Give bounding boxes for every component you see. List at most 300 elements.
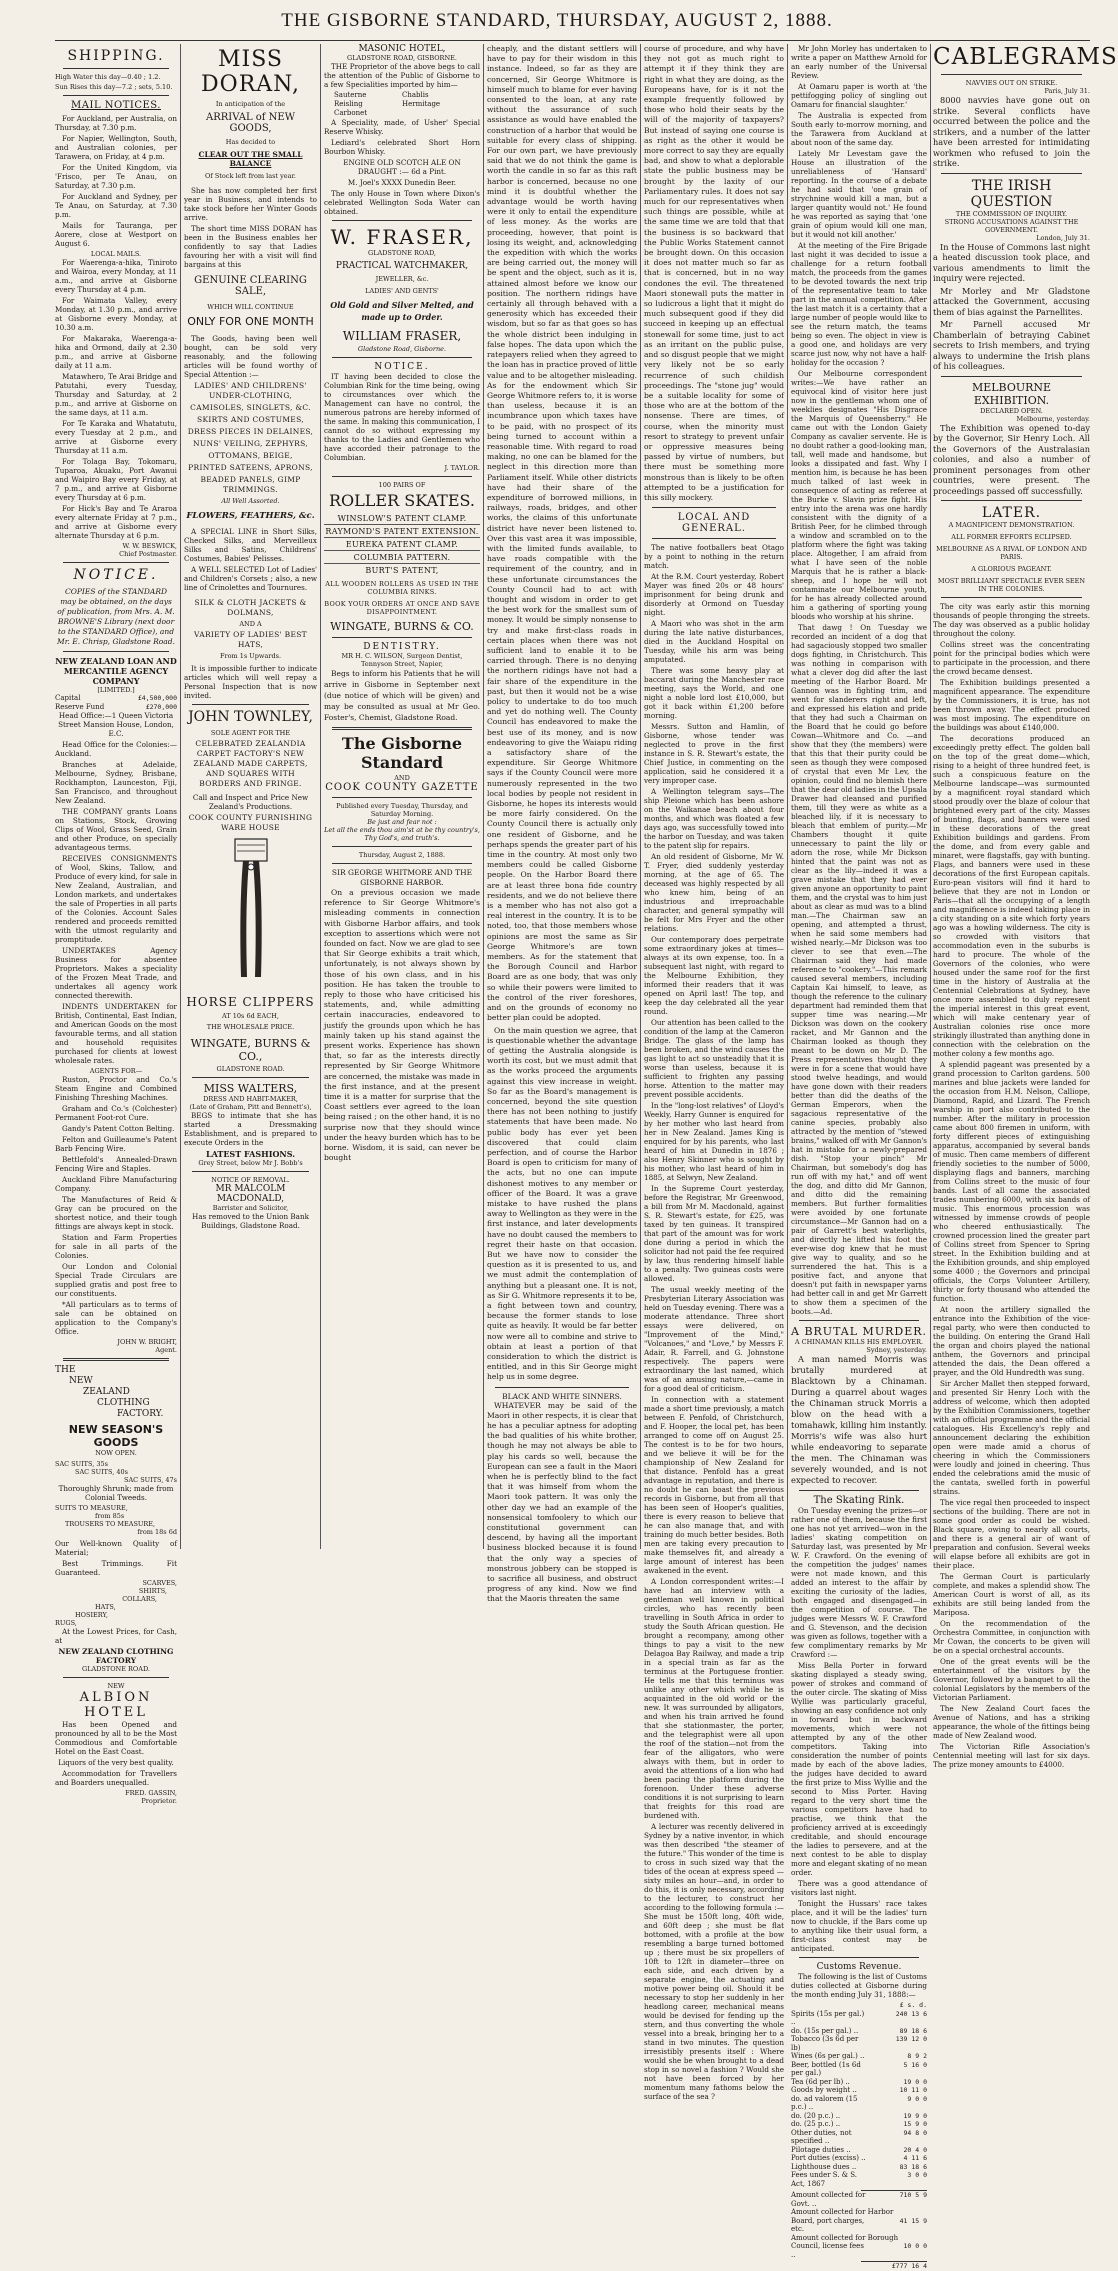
- customs-total: £777 16 4: [891, 2262, 927, 2270]
- customs-row: [791, 2086, 927, 2095]
- capital-row: Capital £4,500,000: [55, 694, 177, 702]
- from-18: from 18s 6d: [137, 1528, 177, 1536]
- trousers: TROUSERS TO MEASURE,: [65, 1520, 156, 1528]
- murder-head: A BRUTAL MURDER.: [791, 1325, 928, 1338]
- customs-row-name: Fees under S. & S. Act, 1867: [791, 2171, 858, 2188]
- albion-para: Has been Opened and pronounced by all to be the Most Commodious and Comfortable Hotel on the East Coast.: [55, 1720, 177, 1756]
- doran-para2: The short time MISS DORAN has been in the Business enables her confidently to say that Ladies favouring her with a visit will find bargains at this: [184, 224, 317, 269]
- ladies-gents: LADIES' AND GENTS': [365, 287, 439, 295]
- horse-clipper-illustration: [184, 837, 317, 991]
- item-line: COLLARS,: [122, 1595, 157, 1603]
- local-para: A Maori who was shot in the arm during the late native disturbances, died in the Auckland Hospital on Tuesday, while his arm was being amputated.: [644, 619, 784, 665]
- wingate-addr: GLADSTONE ROAD.: [216, 1065, 285, 1073]
- customs-row-name: Beer, bottled (1s 6d per gal.): [791, 2060, 861, 2077]
- customs-row: [791, 2112, 927, 2121]
- amount-harbor: Board, port charges, etc. 41 15 9: [791, 2216, 927, 2233]
- local-mail-item: For Makaraka, Waerenga-a-hika and Ormond, daily at 2.30 p.m., and arrive at Gisborne daily at 11 a.m.: [55, 334, 177, 370]
- masthead: [0, 0, 1114, 40]
- irish-head: THE IRISH QUESTION: [970, 177, 1053, 210]
- melb-dateline: Melbourne, yesterday.: [1016, 414, 1090, 423]
- nzloan-para: THE COMPANY grants Loans on Stations, Stock, Growing Clips of Wool, Grass Seed, Grain and other Produce, on specially advantageous terms.: [55, 807, 177, 852]
- notice-line: COPIES of the STANDARD: [64, 587, 168, 596]
- melb-story-para: The city was early astir this morning thousands of people thronging the streets. The day was observed as a public holiday throughout the colony.: [933, 602, 1090, 638]
- local-mail-item: Matawhero, Te Arai Bridge and Patutahi, every Tuesday, Thursday and Saturday, at 2 p.m., and arrive at Gisborne on the same days, at 11 a.m.: [55, 372, 177, 417]
- notice: NOTICE.: [374, 362, 430, 372]
- townley: JOHN TOWNLEY,: [188, 709, 313, 725]
- murder-sub: A CHINAMAN KILLS HIS EMPLOYER.: [794, 1338, 924, 1346]
- agents-para: Bettlefold's Annealed-Drawn Fencing Wire and Staples.: [55, 1155, 177, 1173]
- local-para: In the Supreme Court yesterday, before the Registrar, Mr Greenwood, a bill from Mr M. Macdonald, against S. R. Stewart's estate, for £25, was taxed by ten guineas. It transpired that part of the amount was for work done during a period in which the solicitor had not paid the fee required by law, thus rendering himself liable to a penalty. Two guineas costs were allowed.: [644, 1184, 784, 1284]
- barrister: Barrister and Solicitor,: [212, 1204, 289, 1212]
- customs-row: [791, 2027, 927, 2036]
- skate-item: RAYMOND'S PATENT EXTENSION.: [325, 527, 479, 536]
- colonies-office: Head Office for the Colonies:—Auckland.: [55, 740, 177, 758]
- only-house: The only House in Town where Dixon's celebrated Wellington Soda Water can obtained.: [324, 189, 480, 216]
- skating-para: There was a good attendance of visitors last night.: [791, 1879, 927, 1897]
- item-line: HOSIERY,: [75, 1611, 108, 1619]
- doran-anticip: In anticipation of the: [215, 100, 286, 108]
- local-mail-item: For Te Karaka and Whatatutu, every Tuesday at 2 p.m., and arrive at Gisborne every Thursday at 11 a.m.: [55, 419, 177, 455]
- agent-name: JOHN W. BRIGHT,: [117, 1338, 177, 1346]
- rival: MELBOURNE AS A RIVAL OF LONDON AND PARIS.: [936, 545, 1087, 561]
- notice-line: BROWNE'S Library (next door: [57, 617, 175, 626]
- cablegrams-title: CABLEGRAMS: [933, 44, 1118, 70]
- notice-title: NOTICE.: [73, 567, 159, 583]
- horse-clippers: HORSE CLIPPERS: [186, 995, 315, 1009]
- mail-item: For Auckland, per Australia, on Thursday, at 7.30 p.m.: [55, 114, 177, 132]
- customs-cols: £ s. d.: [899, 2001, 927, 2009]
- customs-row-name: Other duties, not specified ..: [791, 2128, 852, 2145]
- local-head: LOCAL AND GENERAL.: [677, 512, 751, 535]
- quality: Our Well-known Quality of Material;: [55, 1539, 177, 1557]
- local-para: In the "long-lost relatives" of Lloyd's Weekly, Harry Gunner is enquired for by her mother who last heard from her in New Zealand. James King is enquired for by his parents, who last heard of him at Dunedin in 1876 ; also Henry Skinner who is sought by his mother, who last heard of him in 1885, at Selwyn, New Zealand.: [644, 1101, 784, 1183]
- published: Published every Tuesday, Thursday, and Saturday Morning.: [336, 802, 468, 818]
- news-para: At the meeting of the Fire Brigade last night it was decided to issue a challenge for a return football match, the proceeds from the games to be devoted towards the next trip of the representative team to take part in the annual competition. After the last match it is a certainty that a large number of people would like to see the return match, the teams being so even. The object in view is a good one, and holidays are very scarce just now, why not have a half-holiday for the occasion ?: [791, 241, 927, 367]
- customs-row-name: Spirits (15s per gal.) ..: [791, 2009, 865, 2026]
- customs-row-name: Tobacco (3s 6d per lb): [791, 2035, 859, 2052]
- customs-row-value: 3 0 0: [907, 2171, 927, 2179]
- of-stock: Of Stock left from last year.: [205, 172, 296, 180]
- walters-addr: Grey Street, below Mr J. Bobb's: [198, 1159, 303, 1167]
- local-para: Our attention has been called to the condition of the lamp at the Cameron Bridge. The glass of the lamp has been broken, and the wind causes the gas light to act so unsteadily that it is worse than useless, because it is sufficient to frighten any passing horse. Attention to the matter may prevent possible accidents.: [644, 1018, 784, 1100]
- customs-row-name: do. ad valorem (15 p.c.) ..: [791, 2094, 858, 2111]
- melb-para: The Exhibition was opened to-day by the Governor, Sir Henry Loch. All the Governors of the Australasian colonies, and also a number of prominent personages from other countries, were present. The proceedings passed off successfully.: [933, 422, 1090, 496]
- postmaster-name: W. W. BESWICK,: [122, 542, 177, 550]
- engine: ENGINE OLD SCOTCH ALE ON DRAUGHT :— 6d a Pint.: [343, 158, 461, 176]
- sac-line: SAC SUITS, 35s: [55, 1460, 108, 1468]
- melb-story-para: The vice regal then proceeded to inspect sections of the building. There are not in some good order as could be wished. Black square, owing to nearly all courts, and there is a general air of want of preparation and confusion. Several weeks will elapse before all exhibits are got in their place.: [933, 1498, 1090, 1570]
- agents-para: *All particulars as to terms of sale can be obtained on application to the Company's Office.: [55, 1300, 177, 1336]
- nzloan-title: NEW ZEALAND LOAN AND MERCANTILE AGENCY COMPANY: [55, 656, 177, 686]
- fraser-sign-addr: Gladstone Road, Gisborne.: [357, 345, 447, 353]
- mail-list: [55, 114, 177, 248]
- skate-item: BURT'S PATENT,: [365, 566, 439, 575]
- bw-cont: course of procedure, and why have they not got as much right to attempt it if they think they are right in what they are doing, as the Europeans have, for is it not the example frequently followed by those who hold their seats by the will of the majority of taxpayers? But instead of saying one course is as right as the other it would be more correct to say they are equally bad, and show to what a deplorable state the public business may be brought by the laxity of our Parliamentary rules. It does not say much for our representatives when such things are possible, while at the same time we are told that that the business is so backward that the Public Works Statement cannot be brought down. On this occasion it does not matter much so far as that is concerned, but in no way condones the evil. The threatened Maori stonewall puts the matter in so ludicrous a light that it might do much subsequent good if they did succeed in keeping up an effectual stonewall for some time, just to act as an irritant on the public pulse, and so disgust people that we might very likely not be so early recurrence of such childish proceedings. The "stone jug" would be a suitable locality for some of those who are at the bottom of the nonsense. There are times, of course, when the minority must resort to strategy to prevent unfair or oppressive measures being passed by virtue of numbers, but there must be something more monstrous than is likely to be often attempted to be a justification for this silly mockery.: [644, 44, 784, 502]
- customs-row: [791, 2035, 927, 2052]
- nzcf-addr: GLADSTONE ROAD.: [82, 1665, 150, 1673]
- genuine-sale: GENUINE CLEARING SALE,: [194, 275, 307, 297]
- local-mail-item: For Waerenga-a-hika, Tiniroto and Wairoa, every Monday, at 11 a.m., and arrive at Gisborne every Thursday at 4 p.m.: [55, 258, 177, 294]
- news-para: Our Melbourne correspondent writes:—We have rather an equivocal kind of visitor here just now in the gentleman whom one of weeklies designates "His Disgrace the Marquis of Queensberry." He came out with the London Gaiety Company as cavalier servente. He is no doubt rather a good-looking man, tall, well made and handsome, but looks a dissipated and fast. Why I mention him, is because he has been much talked of last week in consequence of acting as referee at the Burke v. Slavin prize fight. His entry into the arena was one hardly consistent with the dignity of a British Peer, for he climbed through a window and scrambled on to the platform where the fight was taking place. Altogether, I am afraid from what I have seen of the noble Marquis that he is rather a black-sheep, and I hope he will not contaminate our Melbourne youth, for he has already collected around him a gathering of sporting young bloods who worship at his shrine.: [791, 369, 927, 621]
- navvies-dateline: Paris, July 31.: [1044, 87, 1090, 95]
- wingate2: WINGATE, BURNS & CO.: [330, 620, 474, 633]
- sole-agent: SOLE AGENT FOR THE: [210, 729, 291, 737]
- local-para: Our contemporary does perpetrate some extraordinary jokes at times—always at its own expense, too. In a subsequent last night, with regard to the Melbourne Exhibition, they informed their readers that it was opened on April last! The top, and keep the day celebrated all the year round.: [644, 935, 784, 1017]
- customs-row-value: 89 18 6: [899, 2026, 927, 2035]
- masthead-title: THE GISBORNE STANDARD, THURSDAY, AUGUST 2, 1888.: [281, 10, 833, 31]
- agents-para: Graham and Co.'s (Colchester) Permanent Foot-rot Cure.: [55, 1104, 177, 1122]
- agents-para: Ruston, Proctor and Co.'s Steam Engine and Combined Finishing Threshing Machines.: [55, 1075, 177, 1102]
- column-2: [184, 44, 317, 1549]
- notice-line: to the STANDARD Office), and: [57, 627, 175, 636]
- mail-item: For the United Kingdom, via 'Frisco, per Te Anau, on Saturday, at 7.30 p.m.: [55, 163, 177, 190]
- old-gold: Old Gold and Silver Melted, and made up to Order.: [330, 300, 474, 322]
- column-rule: [787, 44, 788, 1549]
- walters-sub: DRESS AND HABIT-MAKER,: [203, 1095, 298, 1103]
- silk-cloth: SILK & CLOTH JACKETS & DOLMANS,: [194, 598, 307, 617]
- navvies-para: 8000 navvies have gone out on strike. Several conflicts have occurred between the police and the strikers, and a number of the latter have been arrested for intimidating workmen who refused to join the strike.: [933, 95, 1090, 168]
- customs-row-value: 15 9 0: [903, 2120, 927, 2128]
- notice-line: Mr. E. Chrisp, Gladstone Road.: [57, 637, 175, 646]
- later-sub: A MAGNIFICENT DEMONSTRATION.: [948, 521, 1075, 529]
- sac-line: SAC SUITS, 40s: [75, 1468, 128, 1476]
- customs-row-value: 19 9 0: [903, 2111, 927, 2120]
- albion-para: Liquors of the very best quality.: [58, 1758, 174, 1767]
- melb-story-para: The German Court is particularly complete, and makes a splendid show. The American Court is worst of all, as its exhibits are still being landed from the Mariposa.: [933, 1572, 1090, 1617]
- customs-head: Customs Revenue.: [816, 1962, 902, 1972]
- agent-title: Agent.: [155, 1346, 177, 1354]
- wine-item: Reisling: [334, 100, 363, 108]
- column-rule: [930, 44, 931, 1549]
- customs-row-name: Goods by weight ..: [791, 2086, 857, 2094]
- melb-story-para: The New Zealand Court faces the Avenue of Nations, and has a striking appearance, the whole of the fittings being made of New Zealand wood.: [933, 1704, 1091, 1740]
- date-line: Thursday, August 2, 1888.: [358, 851, 446, 859]
- motto2: Let all the ends thou aim'st at be thy country's, Thy God's, and truth's.: [324, 826, 480, 842]
- nzcf-line: NEW: [69, 1376, 93, 1386]
- doran-list: [184, 381, 317, 495]
- news-para: At Oamaru paper is worth at 'the pettifogging policy of singling out Oamaru for financial slaughter.': [791, 82, 927, 109]
- column-5: [644, 44, 784, 2102]
- horse-clipper-icon: [221, 837, 281, 987]
- skating-head: The Skating Rink.: [813, 1495, 905, 1506]
- tennyson: Tennyson Street, Napier,: [361, 660, 443, 668]
- albion-title: ALBION HOTEL: [79, 1690, 153, 1720]
- customs-row-value: 20 4 0: [903, 2145, 927, 2154]
- customs-row: [791, 2171, 927, 2188]
- albion-prop-title: Proprietor.: [141, 1797, 177, 1805]
- editorial-head: SIR GEORGE WHITMORE AND THE GISBORNE HARBOR.: [331, 868, 473, 887]
- local-mail-list: [55, 258, 177, 540]
- roller: ROLLER SKATES.: [329, 491, 475, 510]
- walters-late: (Late of Graham, Pitt and Bennett's),: [189, 1103, 312, 1111]
- nzcf-name: NEW ZEALAND CLOTHING FACTORY: [58, 1647, 174, 1665]
- pairs: 100 PAIRS OF: [378, 481, 426, 489]
- melb-story-para: A splendid pageant was presented by a grand procession to Carlton gardens. 500 marines and blue jackets were landed for the occasion from H.M. Nelson, Calliope, Diamond, Rapid, and Lizard. The French warship in port also contributed to the number. After the military in procession came about 800 firemen in uniform, with forty different pieces of extinguishing apparatus, accompanied by several bands of music. Then came members of different friendly societies to the number of 5000, displaying flags and banners, marching from Collins street to the music of four bands. Last of all came the associated trades numbering 6000, with six bands of music. This enormous procession was witnessed by immense crowds of people who cheered enthusiastically. The crowned procession lined the greater part of Collins street from Spencer to Spring street. In the Exhibition building and at the Exhibition grounds, and ship employed some 4000 ; the Governors and principal officials, the Corps Volunteer Artillery, thirty or forty thousand who attended the function.: [933, 1060, 1090, 1303]
- shipping-title: SHIPPING.: [67, 48, 165, 64]
- now-open: NOW OPEN.: [95, 1449, 137, 1457]
- notice-line: of publication, from Mrs. A. M.: [57, 607, 175, 616]
- local-para: The native footballers beat Otago by a point to nothing in the return match.: [644, 543, 784, 571]
- jeweller: JEWELLER, &c.: [375, 275, 429, 283]
- irish-sub: THE COMMISSION OF INQUIRY.: [955, 209, 1068, 218]
- customs-row-name: Pilotage duties ..: [791, 2145, 851, 2154]
- customs-row-name: do. (15s per gal.) ..: [791, 2026, 859, 2035]
- macdonald: MR MALCOLM MACDONALD,: [215, 1184, 286, 1204]
- customs-row-name: do. (25 p.c.) ..: [791, 2120, 841, 2128]
- from-upwards: From 1s Upwards.: [219, 652, 282, 660]
- customs-row-name: do. (20 p.c.) ..: [791, 2111, 841, 2120]
- murder-dateline: Sydney, yesterday.: [866, 1346, 927, 1354]
- head-office: Head Office:—1 Queen Victoria Street Mansion House, London, E.C.: [58, 711, 174, 738]
- amount-harbor-label: Amount collected for Harbor: [791, 2208, 894, 2216]
- local-para: Messrs. Sutton and Hamlin, of Gisborne, whose tender was neglected to prove in the first instance in S. R. Stewart's estate, the Chief Justice, in commenting on the application, said he considered it a very improper case.: [644, 722, 784, 786]
- customs-row-value: 5 16 0: [903, 2060, 927, 2069]
- customs-row-name: Wines (6s per gal.) ..: [791, 2052, 865, 2060]
- new-season: NEW SEASON'S GOODS: [68, 1423, 164, 1449]
- spectacle: MOST BRILLIANT SPECTACLE EVER SEEN IN THE COLONIES.: [937, 577, 1086, 593]
- agents-para: Auckland Fibre Manufacturing Company.: [55, 1175, 177, 1193]
- practical: PRACTICAL WATCHMAKER,: [335, 261, 469, 271]
- customs-row-value: 83 18 6: [899, 2162, 927, 2171]
- customs-row-value: 240 13 6: [895, 2009, 927, 2018]
- news-para: That dawg ! On Tuesday we recorded an incident of a dog that had sagaciously stopped two smaller dogs fighting, in Christchurch. This was nothing in comparison with what a clever dog did after the last meeting of the Harbor Board. Mr Gannon was in fighting trim, and went for slanderers right and left, and expressed his elation and pride that they had such a Chairman on the Board that he could go before Cowan—Whitmore and Co. —and show that they (the members) were that this that their purity could be seen as though they were composed of crystal that even Mr Lev, the opinion, could find no blemish there that the dear old ladies in the Upsala Drawer had cleansed and purified them, till they were as white as a bleached lily, if it is necessary to bleach that emblem of purity.—Mr Chambers thought it quite unnecessary to paint the lily or adorn the rose, while Mr Dickson hinted that the paint was not as clear as the lily—indeed it was a grave mistake that they had ever given anyone an opportunity to paint them, and the crystal was to him just about as clear as mud was to a blind man.—The Chairman saw an opening, and attempted a thrust, when he said some members had wished nearly.—Mr Dickson was too clever to see that even.—The Chairman said they had made reference to "cookery."—This remark caused several members, including Captain Kai himself, to leave, as though the reference to the culinary department had reminded them that supper time was nearing.—Mr Dickson was down on the cookery racket, and Mr Gannon and the Chairman looked as though they meant to be down on Mr D. The Press representatives thought they were in for a scene that would have stood twelve headings, and would have gone down with their readers better than did the deaths of the German Emperors, when the sagacious representative of the canine species, probably also attracted by the mention of "stewed brains," walked off with Mr Gannon's hat in mistake for a newly-prepared dish. "Stop your pinch" Mr Chairman, but somebody's dog has run off with my hat," and off went the dog, and ditto did Mr Gannon, and ditto did the remaining members. But further formalities were avoided by one fortunate circumstance—Mr Gannon had on a pair of Garrett's best waterlights, and directly he lifted his foot the ever-wise dog knew that he must give way to quality, and so he surrendered the hat. This is a positive fact, and anyone that doesn't put faith in newspaper yarns had better call in and get Mr Garrett to show them a specimen of the boots.—Ad.: [791, 623, 928, 1316]
- nzcf-line: ZEALAND: [83, 1387, 130, 1397]
- doran-item: BEADED PANELS, GIMP TRIMMINGS.: [200, 475, 301, 494]
- agents-for: AGENTS FOR—: [89, 1067, 143, 1075]
- customs-row-value: 4 11 6: [903, 2154, 927, 2162]
- irish-para: Mr Morley and Mr Gladstone attacked the Government, accusing them of bias against the Parnellites.: [933, 285, 1090, 317]
- doran-para1: She has now completed her first year in Business, and intends to take stock before her Winter Goods arrive.: [184, 186, 317, 222]
- news-para: Mr John Morley has undertaken to write a paper on Matthew Arnold for an early number of the Universal Review.: [791, 44, 927, 80]
- editorial-cont: cheaply, and the distant settlers will have to pay for their wisdom in this instance. Indeed, so far as they are concerned, Sir George Whitmore is himself much to blame for ever having consented to the loan, at any rate without the assurance of such assistance as would have enabled the construction of a harbor that would be suitable for every class of shipping. For our own part, we have previously said that we do not think the game is worth the candle in so far as this raft harbor is concerned, because no one mind it is doubtful whether the advantage would be worth having were it only to entail the expenditure of less money. As the works are proceeding, however, that point is losing its weight, and, acknowledging the expedition with which the works are being carried out, the money will be spent and the object, such as it is, attained almost before we know our position. The northern ridings have certainly all through behaved with a generosity which has exceeded their wisdom, but so far as that goes so has the whole district been indulging in false hopes. The data upon which the ratepayers relied when they agreed to the loan has in practice proved of little value and to be altogether misleading. As for the endowment which Sir George Whitmore refers to, it is worse than useless, because it is an incumbrance upon which taxes have to be paid, with no prospect of its being turned to account within a reasonable time. With regard to road making, no one can be blamed for the neglect in this direction more than Parliament itself. While other districts have had their share of the expenditure of borrowed millions, in railways, roads, bridges, and other works, the claims of this unfortunate district have never been listened to. Over this vast area it was impossible, with the limited funds available, to have roads compatible with the requirement of the country, and in these unfortunate circumstances the County Council had to act with thought and wisdom in order to get the best work for the smallest sum of money. It would be simply nonsense to try and make first-class roads in certain places when there was not sufficient land to enable it to be carried through. There is no denying the northern ridings have not had a fair share of the expenditure in the past, but then it would not be a wise policy to undertake to do too much and yet do nothing well. The County Council has endeavored to make the best use of its money, and is now endeavoring to give the Waiapu riding a satisfactory share of the expenditure. Sir George Whitmore says if the County Council were more numerously represented in the two local bodies by people not resident in Gisborne, he hopes its interests would be more fairly considered. On the County Council there is actually only one resident of Gisborne, and he perhaps spends the greater part of his time in the country. At most only two members could be called Gisborne people. On the Harbor Board there are at least three bona fide country residents, and we do not believe there is a member who has not also got a real interest in the country. It is to be noted, too, that those members whose opinions are most the same as Sir George Whitmore's are town members. As for the statement that the Borough Council and Harbor Board are as one body, that was only so while their powers were limited to the control of the river foreshores, and on the grounds of economy no better plan could be adopted.: [487, 44, 637, 1023]
- item-line: HATS,: [95, 1603, 116, 1611]
- amount-colonial: Amount collected for Govt. .. 710 5 9: [791, 2191, 927, 2208]
- albion-prop: FRED. GASSIN,: [125, 1789, 177, 1797]
- skate-item: COLUMBIA PATTERN.: [324, 553, 480, 564]
- customs-row-value: 9 0 0: [907, 2094, 927, 2103]
- skating-para: On Tuesday evening the prizes—or rather one of them, because the first one has not yet arrived—won in the ladies' skating competition on Saturday last, was presented by Mr W. F. Crawford. On the evening of the competition the judges' names were not made known, and this added an interest to the affair by exciting the curiosity of the ladies, both engaged and disengaged—in the competition of course. The judges were Messrs W. F. Crawford and G. Stevenson, and the decision was given as follows, together with a few complimentary remarks by Mr Crawford :—: [791, 1506, 927, 1659]
- column-7: [933, 44, 1118, 1769]
- local-mail-item: For Tolaga Bay, Tokomaru, Tuparoa, Akuaku, Port Awanui and Waipiro Bay every Friday, at 7 p.m., and arrive at Gisborne every Thursday at 6 p.m.: [55, 457, 177, 502]
- special-line: A SPECIAL LINE in Short Silks, Checked Silks, and Merveilleux Silks and Satins, Childrens' Costumes, Babies' Pelisses.: [184, 527, 317, 563]
- which-will: WHICH WILL CONTINUE: [207, 303, 294, 311]
- customs-intro: The following is the list of Customs duties collected at Gisborne during the month ending July 31, 1888:—: [791, 1972, 927, 1999]
- local-mails-title: LOCAL MAILS.: [90, 250, 142, 258]
- item-line: RUGS,: [55, 1619, 77, 1627]
- melb-sub: DECLARED OPEN.: [980, 406, 1043, 415]
- albion-para: Accommodation for Travellers and Boarders unequalled.: [55, 1769, 177, 1787]
- melb-story-para: At noon the artillery signalled the entrance into the Exhibition of the vice-regal party, who were then conducted to the building. On entering the Grand Hall the organ and choirs played the national anthem, the Governors and principal attended the dais, the Dean offered a prayer, and the Old Hundredth was sung.: [933, 1305, 1090, 1377]
- melb-story-para: Collins street was the concentrating point for the principal bodies which were to participate in the procession, and there the crowd became densest.: [933, 640, 1090, 676]
- and: AND: [394, 774, 410, 782]
- skating-para: Miss Bella Porter in forward skating displayed a steady swing, power of strokes and command of the outer circle. The skating of Miss Wyllie was particularly graceful, showing an easy confidence not only in forward but in backward movements, which were not attempted by any of the other competitors. Taking into consideration the number of points made by each of the above ladies, the judges have decided to award the first prize to Miss Wyllie and the second to Miss Porter. Having regard to the very short time the various competitors have had to practise, we think that the proficiency arrived at is exceedingly creditable, and should encourage the ladies to persevere, and at the next contest to be able to display more and elegant skating of no mean order.: [791, 1661, 927, 1877]
- sac-line: SAC SUITS, 47s: [124, 1476, 177, 1484]
- best-trim: Best Trimmings. Fit Guaranteed.: [55, 1559, 177, 1577]
- high-water: High Water this day—0.40 ; 1.2.: [55, 73, 161, 81]
- thoroughly: Thoroughly Shrunk; made from Colonial Tweeds.: [58, 1484, 174, 1502]
- column-rule: [640, 44, 641, 1549]
- customs-row: [791, 2129, 927, 2146]
- wooden-rollers: ALL WOODEN ROLLERS AS USED IN THE COLUMBIA RINKS.: [325, 580, 479, 596]
- column-1: [55, 44, 177, 1805]
- customs-row: [791, 2163, 927, 2172]
- one-month: ONLY FOR ONE MONTH: [187, 315, 314, 328]
- editorial-cont: On the main question we agree, that is questionable whether the advantage of getting the Australia alongside is worth its cost, but we must admit that as the works proceed the arguments against this view increase in weight. So far as the Board's management is concerned, beyond the site question there has not been nothing to justify statements that have been made. No public body has ever yet been discovered that could claim perfection, and of course the Harbor Board is open to criticism for many of the acts, but no one can impute dishonest motives to any member or officer of the Board. It was a grave mistake to have rushed the plans away to Wellington as they were in the first instance, and later developments have no doubt caused the members to regret their haste on that occasion. But we have now to consider the question as it is presented to us, and we must admit the contemplation of anything but a pleasant one. It is not, as Sir G. Whitmore represents it to be, a fight between town and country, because the former stands to lose quite as heavily. It would be far better now were all to combine and strive to obtain at least a portion of that consideration to which the district is entitled, and in this Sir George might help us in some degree.: [487, 1025, 637, 1382]
- eclipsed: ALL FORMER EFFORTS ECLIPSED.: [951, 533, 1072, 541]
- masonic: MASONIC HOTEL,: [358, 44, 446, 54]
- customs-row-name: Lighthouse dues ..: [791, 2162, 857, 2171]
- agents-para: Our London and Colonial Special Trade Circulars are supplied gratis and post free to our constituents.: [55, 1262, 177, 1298]
- notice-para: IT having been decided to close the Columbian Rink for the time being, owing to circumstances over which the Management can have no control, the numerous patrons are hereby informed of the same. In making this communication, I cannot do so without expressing my thanks to the Ladies and Gentlemen who have accorded their patronage to the Columbian.: [324, 372, 480, 462]
- local-para: A lecturer was recently delivered in Sydney by a native inventor, in which was then described "the steamer of the future." This wonder of the time is to cross in such sized way that the tides of the ocean at express speed —sixty miles an hour—and, in order to do this, it is only necessary, according to the lecturer, to construct her according to the following formula :— She must be 150ft long, 40ft wide, and 60ft deep ; she must be flat bottomed, with a profile at the bow resembling a barge turned bottomed up ; there must be six propellers of 10ft to 12ft in diameter—three on each side, and each driven by a separate engine, the actuating and motive power being oil. Should it be necessary to stop her suddenly in her headlong career, mechanical means would be devised for fending up the stern, and thus converting the whole vessel into a break, bringing her to a stand in two minutes. The question irresistibly presents itself : Where would she be when brought to a dead stop in so novel a fashion ? Would she not have been forced by her momentum many fathoms below the surface of the sea ?: [644, 1822, 784, 2102]
- call-inspect: Call and Inspect and Price New Zealand's Productions.: [192, 793, 309, 811]
- wingate: WINGATE, BURNS & CO.,: [190, 1037, 311, 1063]
- wine-item: Hermitage: [402, 100, 441, 108]
- from-85: from 85s: [95, 1512, 125, 1520]
- mail-notices-title: MAIL NOTICES.: [71, 100, 161, 111]
- skate-item: WINSLOW'S PATENT CLAMP.: [324, 514, 480, 525]
- cook-gazette: COOK COUNTY GAZETTE: [325, 782, 479, 793]
- news-para: Lately Mr Levestam gave the House an illustration of the unreliableness of 'Hansard' reporting. In the course of a debate he had said that 'one grain of strychnine would kill a man, but a larger quantity would not.' He found he was reported as saying that 'one grain of opium would kill one man, but it would not kill another.': [791, 149, 927, 239]
- column-6: [791, 44, 928, 2270]
- skating-para: Tonight the Hussars' race takes place, and it will be the ladies' turn now to chuckle, if the Bars come up to anything like their usual form, a first-class contest may be anticipated.: [791, 1899, 927, 1953]
- local-para: The usual weekly meeting of the Presbyterian Literary Association was held on Tuesday evening. There was a moderate attendance. Three short essays were delivered, on "Improvement of the Mind," "Volcanoes," and "Love," by Messrs F. Adair, R. Farrell, and G. Johnstone respectively. The papers were extraordinary the last named, which was of an amusing nature,—came in for a good deal of criticism.: [644, 1285, 784, 1394]
- melb-story-para: Sir Archer Mallet then stepped forward, and presented Sir Henry Loch with the address of welcome, which then adopted by the Exhibition Commissioners, together with an official programme and the official catalogues. His Excellency's reply and announcement declaring the exhibition open were made amid a chorus of cheering in which the Commissioners were loudly and joined in cheering. Thus ended the celebrations amid the music of the cantata, swelled forth in powerful strains.: [933, 1379, 1090, 1496]
- doran-item: SKIRTS AND COSTUMES,: [197, 415, 304, 424]
- removal: NOTICE OF REMOVAL.: [211, 1176, 290, 1184]
- news-para: The Australia is expected from South early to-morrow morning, and the Tarawera from Auckland at about noon of the same day.: [791, 111, 927, 147]
- customs-row: [791, 2095, 927, 2112]
- lowest-prices: At the Lowest Prices, for Cash, at: [55, 1627, 177, 1645]
- arrival: ARRIVAL of NEW GOODS,: [205, 112, 296, 134]
- skate-item: EUREKA PATENT CLAMP.: [324, 540, 480, 551]
- removed: Has removed to the Union Bank Buildings, Gladstone Road.: [192, 1212, 309, 1230]
- dentistry: DENTISTRY.: [363, 642, 441, 652]
- irish-para: Mr Parnell accused Mr Chamberlain of betraying Cabinet secrets to Irish members, and trying always to undermine the Irish plans of his colleagues.: [933, 319, 1090, 371]
- doran-item: DRESS PIECES IN DELAINES,: [187, 427, 314, 436]
- local-para: A Wellington telegram says—The ship Pleione which has been ashore on the Waikanae beach about four months, and which was floated a few days ago, was successfully towed into the harbor on Tuesday, and was taken to the patent slip for repairs.: [644, 787, 784, 851]
- has-decided: Has decided to: [225, 138, 276, 146]
- melb-story-para: The Exhibition buildings presented a magnificent appearance. The expenditure by the Commissioners, it is true, has not been thrown away. The effect produced was most imposing. The expenditure on the buildings was about £140,000.: [933, 678, 1090, 732]
- wilson: MR H. C. WILSON, Surgeon Dentist,: [341, 652, 463, 660]
- melb-story-para: The decorations produced an exceedingly pretty effect. The golden ball on the top of the great dome—which, rising to a height of three hundred feet, is such a conspicuous feature on the Melbourne landscape—was surmounted by a magnificent royal standard which stood proudly over the blaze of colour that brightened every part of the city. Masses of bunting, flags, and banners were used in these decorations of the great Exhibition buildings and gardens. From the dome, and from every gable and minaret, were flagstaffs, gay with bunting. Flags, and banners were used in these decorations of the first European capitals. Euro-pean visitors will find it hard to believe that they are not in London or Paris—that all the occupying of a length and magnificence is indeed taking place in a city standing on a site which forty years ago was a howling wilderness. The city is so crowded with visitors that accommodation even in the suburbs is hard to procure. The whole of the Governors of the colonies, who were housed under the same roof for the first time in the history of Australia at the Centennial Celebrations at Sydney, have once more assembled to duly represent the imperial interest in this great event, which will make centenary year of Australian colonies rise once more strikingly illustrated than anything done in connection with the celebration on the mother colony a few months ago.: [933, 734, 1090, 1058]
- customs-row-value: 19 0 0: [903, 2077, 927, 2086]
- item-line: SHIRTS,: [138, 1587, 167, 1595]
- book-orders: BOOK YOUR ORDERS AT ONCE AND SAVE DISAPPOINTMENT.: [324, 600, 480, 616]
- fraser-sign: WILLIAM FRASER,: [342, 329, 462, 343]
- nzloan-para: RECEIVES CONSIGNMENTS of Wool, Skins, Tallow, and Produce of every kind, for sale in New Zealand, Australian, and London markets, and undertakes the sale of Properties in all parts of the Colonies. Account Sales rendered and proceeds remitted with the utmost regularity and promptitude.: [55, 854, 177, 944]
- well-selected: A WELL SELECTED Lot of Ladies' and Children's Corsets ; also, a new line of Crinolettes and Tournures.: [184, 565, 317, 592]
- wine-list: [324, 91, 480, 118]
- melb-story-para: The Victorian Rifle Association's Centennial meeting will last for six days. The prize money amounts to £4000.: [933, 1742, 1090, 1769]
- customs-table: [791, 2010, 927, 2189]
- customs-row: [791, 2052, 927, 2061]
- agents-para: The Manufactures of Reid & Gray can be procured on the shortest notice, and their tough fittings are always kept in stock.: [55, 1195, 177, 1231]
- amount-county: Council, license fees .. 10 0 0: [791, 2242, 927, 2259]
- editorial-para: On a previous occasion we made reference to Sir George Whitmore's misleading comments in connection with Gisborne Harbor affairs, and took exception to assertions which were not founded on fact. Now we are glad to see that Sir George exhibits a trait which, unfortunately, is not always shown by those of his own class, and in his position. He has taken the trouble to reply to those who have criticised his statements, and, while admitting certain inaccuracies, endeavored to justify the grounds upon which he has mainly taken up his stand against the present works. Experience has shown that, so far as the interests directly represented by Sir George Whitmore are concerned, the mistake was made in the first instance, and at the present time it is a matter for surprise that the Coast settlers ever agreed to the loan being raised ; on the other hand, it is no surprise now that they should wince under the heavy burden which has to be borne. Wisdom, it is said, can never be bought: [324, 888, 480, 1163]
- doran-item: NUNS' VEILING, ZEPHYRS,: [193, 439, 308, 448]
- wine-item: Chablis: [402, 91, 429, 99]
- amount-county-label: Amount collected for Borough: [791, 2233, 899, 2242]
- customs-row-value: 8 9 2: [907, 2052, 927, 2060]
- latest: LATEST FASHIONS.: [205, 1149, 295, 1159]
- irish-sub2: STRONG ACCUSATIONS AGAINST THE GOVERNMENT.: [944, 217, 1079, 234]
- irish-dateline: London, July 31.: [1036, 233, 1090, 242]
- local-para: An old resident of Gisborne, Mr W. T. Fryer, died suddenly yesterday morning, at the age of 65. The deceased was highly respected by all who knew him, being of an industrious and irreproachable character, and general sympathy will be felt for Mrs Fryer and the other relations.: [644, 852, 784, 934]
- notice-block: [55, 587, 177, 647]
- bw-para: WHATEVER may be said of the Maori in other respects, it is clear that he has a peculiar aptness for adopting the bad qualities of his white brother, though he may not always be able to play his cards so well, because the European can see a fault in the Maori when he is perfectly blind to the fact that it was himself from whom the Maori took pattern. It was only the other day we had an example of the nonsensical tomfoolery to which our constitutional government can descend, by having all the important business blocked because it is found that the only way a species of monstrous jobbery can be stopped is to sacrifice all business, and obstruct progress of any kind. Now we find that the Maoris threaten the same: [487, 1400, 637, 1604]
- customs-row-value: 94 8 0: [903, 2128, 927, 2137]
- zealandia: CELEBRATED ZEALANDIA CARPET FACTORY'S NEW ZEALAND MADE CARPETS, AND SQUARES WITH BORDERS AND FRINGE.: [193, 739, 308, 788]
- column-rule: [320, 44, 321, 1549]
- irish-para: In the House of Commons last night a heated discussion took place, and various amendments to limit the inquiry were rejected.: [933, 241, 1090, 283]
- reserve-row: Reserve Fund £270,000: [55, 702, 177, 711]
- melb-story-para: On the recommendation of the Orchestra Committee, in conjunction with Mr Cowan, the concerts to be given will be on a special orchestral accounts.: [933, 1619, 1090, 1655]
- column-3: [324, 44, 480, 1549]
- customs-row: [791, 2146, 927, 2155]
- local-para: A London correspondent writes:—I have had an interview with a gentleman well known in political circles, who has recently been travelling in South Africa in order to study the South African question. He brought a recompany, among other things to pay a visit to the new Delagoa Bay Railway, and made a trip in a special train as far as the terminus at the Portuguese frontier. He tells me that this terminus was unlike any other which while he is acquainted in the old world or the new. It was surrounded by alligators, and when his train arrived he found that she stationmaster, the porter, and the telegraphist were all upon the roof of the station—not from the fear of the alligators, who were always with them, but in order to avoid the attentions of a lion who had been pacing the platform during the forenoon. Under these adverse conditions it is not surprising to learn that freights for this road are burdened with.: [644, 1577, 784, 1821]
- masonic-para: THE Proprietor of the above begs to call the attention of the Public of Gisborne to a few Specialities imported by him—: [324, 62, 480, 89]
- wine-item: Sauterne: [334, 91, 367, 99]
- variety: VARIETY OF LADIES' BEST HATS,: [194, 630, 307, 649]
- customs-row-value: 10 11 0: [899, 2086, 927, 2094]
- paper-name: The Gisborne Standard: [341, 734, 463, 772]
- column-rule: [483, 44, 484, 1549]
- local-para: In connection with a statement made a short time previously, a match between F. Penfold, of Christchurch, and F. Hooper, the local pet, has been arranged to come off on August 25. The contest is to be for two hours, and we believe it will be for the championship of New Zealand for that distance. Penfold has a great advantage in reputation, and there is no doubt he can boast the previous records in Gisborne, but from all that has been seen of Hooper's qualities, there is every reason to believe that he can also manage that, and with training do much better besides. Both men are taking every precaution to make themselves fit, and already a large amount of interest has been awakened in the event.: [644, 1395, 784, 1576]
- impossible: It is impossible further to indicate articles which will well repay a Personal Inspection that is now invited.: [184, 664, 317, 700]
- doran-item: CAMISOLES, SINGLETS, &C.: [190, 403, 311, 412]
- nzloan-para: UNDERTAKES Agency Business for absentee Proprietors. Makes a speciality of the Frozen Meat Trade, and undertakes all agency work connected therewith.: [55, 946, 177, 1000]
- later: LATER.: [981, 505, 1042, 521]
- nzloan-sub: [LIMITED.]: [97, 686, 135, 694]
- customs-row: [791, 2010, 927, 2027]
- glorious: A GLORIOUS PAGEANT.: [971, 565, 1052, 573]
- doran-title: MISS DORAN,: [201, 47, 300, 97]
- melb-story-para: One of the great events will be the entertainment of the visitors by the Governor, followed by a banquet to all the colonial Legislators by the members of the Victorian Parliament.: [933, 1657, 1090, 1702]
- customs-row: [791, 2061, 927, 2078]
- customs-row-value: 139 12 0: [895, 2035, 927, 2043]
- column-4: [487, 44, 637, 1604]
- taylor: J. TAYLOR.: [444, 464, 480, 472]
- joel: M. Joel's XXXX Dunedin Beer.: [347, 178, 457, 187]
- customs-row: [791, 2154, 927, 2163]
- customs-row-name: Tea (6d per lb) ..: [791, 2077, 850, 2086]
- bw-head: BLACK AND WHITE SINNERS.: [502, 1391, 622, 1401]
- doran-para3: The Goods, having been well bought, can be sold very reasonably, and the following articles will be found worthy of Special Attention :—: [184, 334, 317, 379]
- local-mail-item: For Waimata Valley, every Monday, at 1.30 p.m., and arrive at Gisborne every Monday, at 10.30 a.m.: [55, 296, 177, 332]
- wholesale: THE WHOLESALE PRICE.: [206, 1023, 295, 1031]
- sun-rises: Sun Rises this day—7.2 ; sets, 5.10.: [55, 83, 173, 91]
- local-para: At the R.M. Court yesterday, Robert Mayer was fined 20s or 48 hours' imprisonment for being drunk and disorderly at Ormond on Tuesday night.: [644, 572, 784, 618]
- walters: MISS WALTERS,: [203, 1082, 298, 1095]
- motto1: Be just and fear not :: [367, 818, 437, 826]
- mail-item: For Auckland and Sydney, per Te Anau, on Saturday, at 7.30 p.m.: [55, 192, 177, 219]
- doran-item: PRINTED SATEENS, APRONS,: [188, 463, 313, 472]
- customs-row: [791, 2078, 927, 2087]
- local-mail-item: For Hick's Bay and Te Araroa every alternate Friday at 7 p.m., and arrive at Gisborne every alternate Thursday at 6 p.m.: [55, 504, 177, 540]
- clear-out: CLEAR OUT THE SMALL BALANCE: [198, 150, 303, 168]
- wilson-para: Begs to inform his Patients that he will arrive in Gisborne in September next (due notice of which will be given) and may be consulted as usual at Mr Geo. Foster's, Chemist, Gladstone Road.: [324, 669, 480, 722]
- all-well: All Well Assorted.: [221, 497, 280, 505]
- customs-row: [791, 2120, 927, 2129]
- nzloan-para: INDENTS UNDERTAKEN for British, Continental, East Indian, and American Goods on the most favourable terms, and all station and household requisites purchased for clients at lowest wholesale rates.: [55, 1002, 177, 1065]
- at-price: AT 10s 6d EACH,: [222, 1012, 279, 1020]
- murder-para: A man named Morris was brutally murdered at Blacktown by a Chinaman. During a quarrel about wages the Chinaman struck Morris a blow on the head with a tomahawk, killing him instantly. Morris's wife was also hurt while endeavoring to separate the men. The Chinaman was severely wounded, and is not expected to recover.: [791, 1354, 927, 1485]
- nzcf-heading: [55, 1365, 177, 1420]
- doran-item: LADIES' AND CHILDRENS' UNDER-CLOTHING,: [194, 381, 307, 400]
- navvies-head: NAVVIES OUT ON STRIKE.: [965, 79, 1058, 87]
- nzcf-line: THE: [55, 1365, 76, 1375]
